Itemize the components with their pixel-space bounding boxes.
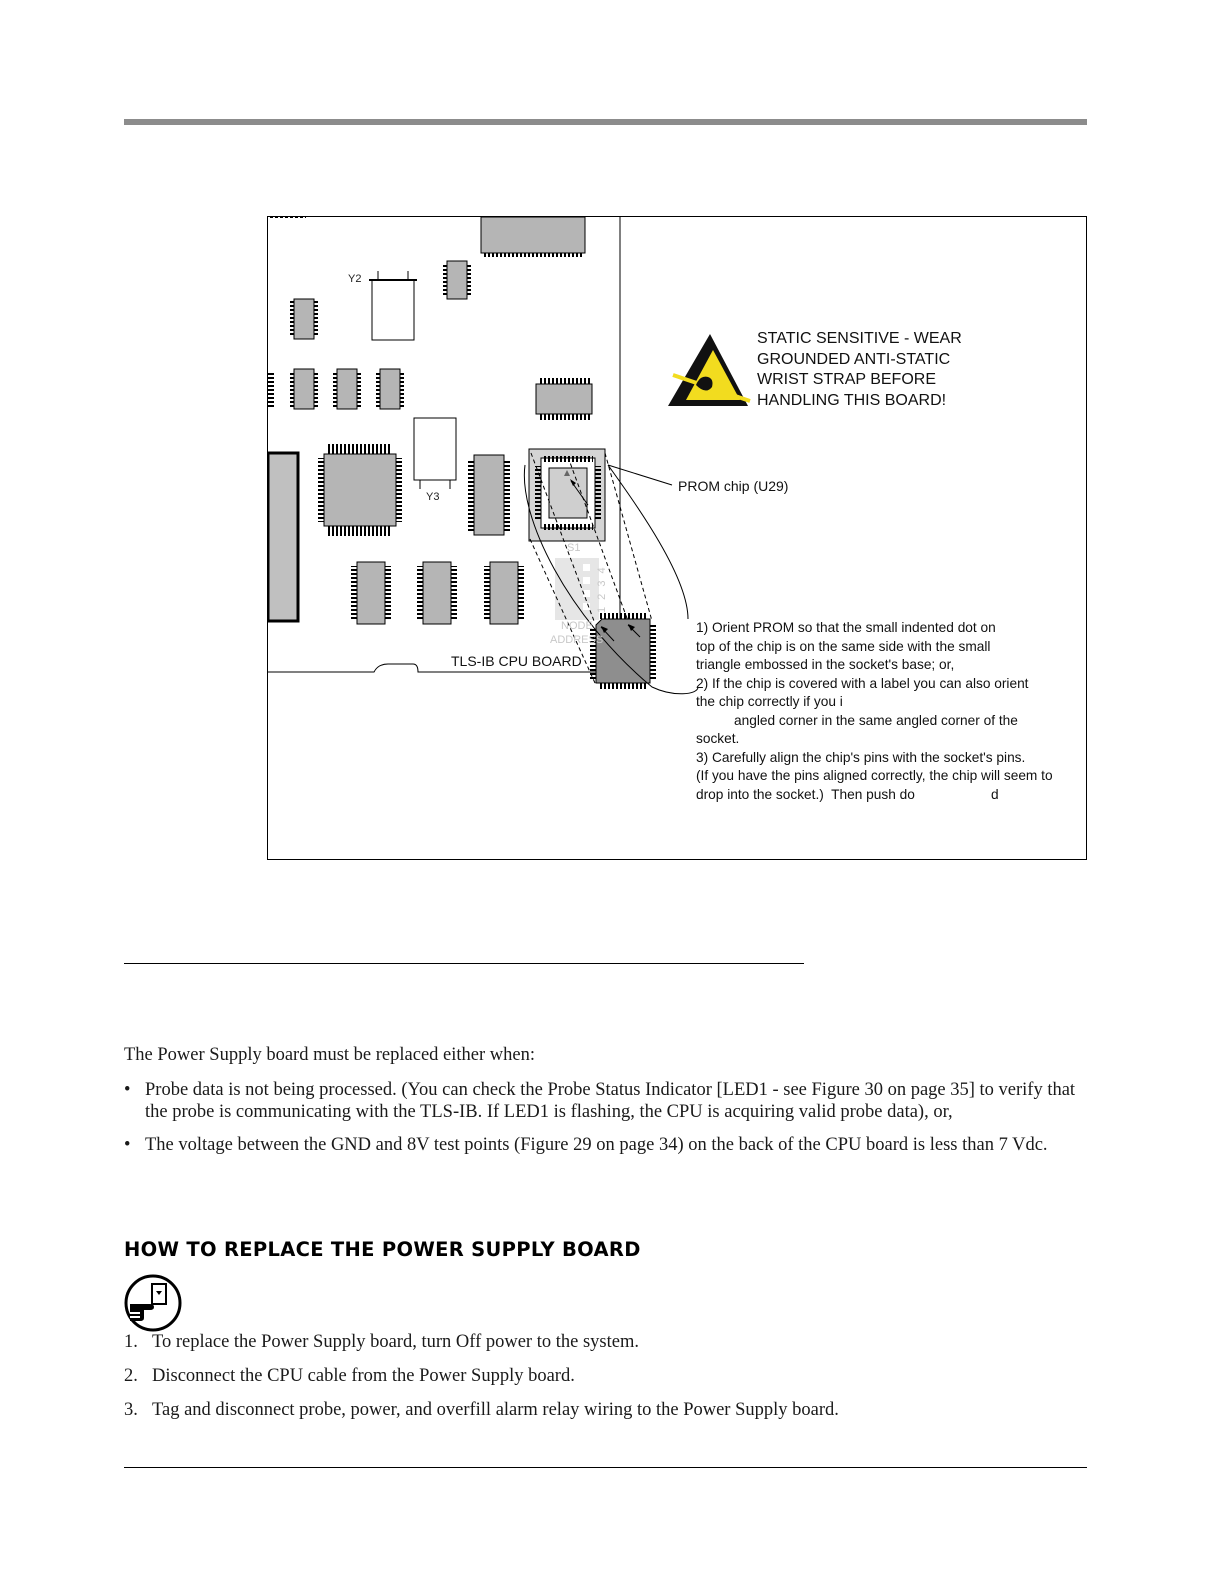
section-divider bbox=[124, 963, 804, 964]
prom-socket bbox=[529, 449, 605, 541]
section-heading: HOW TO REPLACE THE POWER SUPPLY BOARD bbox=[124, 1238, 641, 1261]
header-rule bbox=[124, 119, 1087, 125]
dip-chip-tall bbox=[468, 455, 510, 535]
switch-label: S1 bbox=[567, 542, 581, 554]
bullet-marker: • bbox=[124, 1080, 131, 1100]
step-item: 3. Tag and disconnect probe, power, and overfill alarm relay wiring to the Power Supply board. bbox=[124, 1400, 839, 1420]
qfp-chip bbox=[318, 444, 402, 536]
address-label: ADDRESS bbox=[550, 634, 604, 646]
crystal-y3 bbox=[414, 418, 456, 489]
step-item: 2. Disconnect the CPU cable from the Power Supply board. bbox=[124, 1366, 575, 1386]
esd-warning-icon bbox=[668, 334, 750, 406]
prom-instructions: 1) Orient PROM so that the small indented dot on top of the chip is on the same side with the small triangle embossed in the socket's base; or, 2) If the chip is covered with a label you can also orient the chip correctly if you i angled corner in the same angled corner of the socket. 3) Carefully align the chip's pins with the socket's pins. (If you have the pins aligned correctly, the chip will seem to drop into the socket.) Then push do d bbox=[696, 620, 1053, 802]
crystal-y2 bbox=[369, 271, 417, 340]
switch-numbers: 1 2 3 4 bbox=[596, 565, 608, 613]
crystal-y3-label: Y3 bbox=[426, 491, 440, 503]
prom-chip bbox=[590, 613, 656, 689]
top-connector-chip bbox=[481, 217, 585, 257]
edge-connector bbox=[268, 452, 301, 624]
bullet-list bbox=[124, 1079, 1084, 1167]
list-item: • The voltage between the GND and 8V test points (Figure 29 on page 34) on the back of the CPU board is less than 7 Vdc. bbox=[124, 1135, 1048, 1155]
intro-paragraph: The Power Supply board must be replaced either when: bbox=[124, 1045, 535, 1065]
board-label: TLS-IB CPU BOARD bbox=[451, 653, 582, 669]
hand-pointing-switch-icon bbox=[124, 1274, 182, 1332]
crystal-y2-label: Y2 bbox=[348, 273, 362, 285]
list-item: • Probe data is not being processed. (You can check the Probe Status Indicator [LED1 - see Figure 30 on page 35] to verify that the probe is communicating with the TLS-IB. If LED1 is flashing, the CPU is acquiring valid probe data), or, bbox=[124, 1080, 1076, 1122]
static-warning-text: STATIC SENSITIVE - WEAR GROUNDED ANTI-STATIC WRIST STRAP BEFORE HANDLING THIS BOARD! bbox=[757, 330, 962, 409]
dip-switch-s1 bbox=[555, 558, 599, 620]
cpu-board-figure bbox=[267, 216, 1087, 860]
dip-chip-right bbox=[536, 378, 592, 420]
footer-rule bbox=[124, 1467, 1087, 1468]
step-item: 1. To replace the Power Supply board, turn Off power to the system. bbox=[124, 1332, 639, 1352]
node-label: NODE bbox=[561, 620, 593, 632]
procedure-steps bbox=[124, 1332, 839, 1434]
prom-chip-label: PROM chip (U29) bbox=[678, 478, 789, 494]
bullet-marker: • bbox=[124, 1135, 131, 1155]
dip-chips-bottom bbox=[351, 562, 524, 624]
